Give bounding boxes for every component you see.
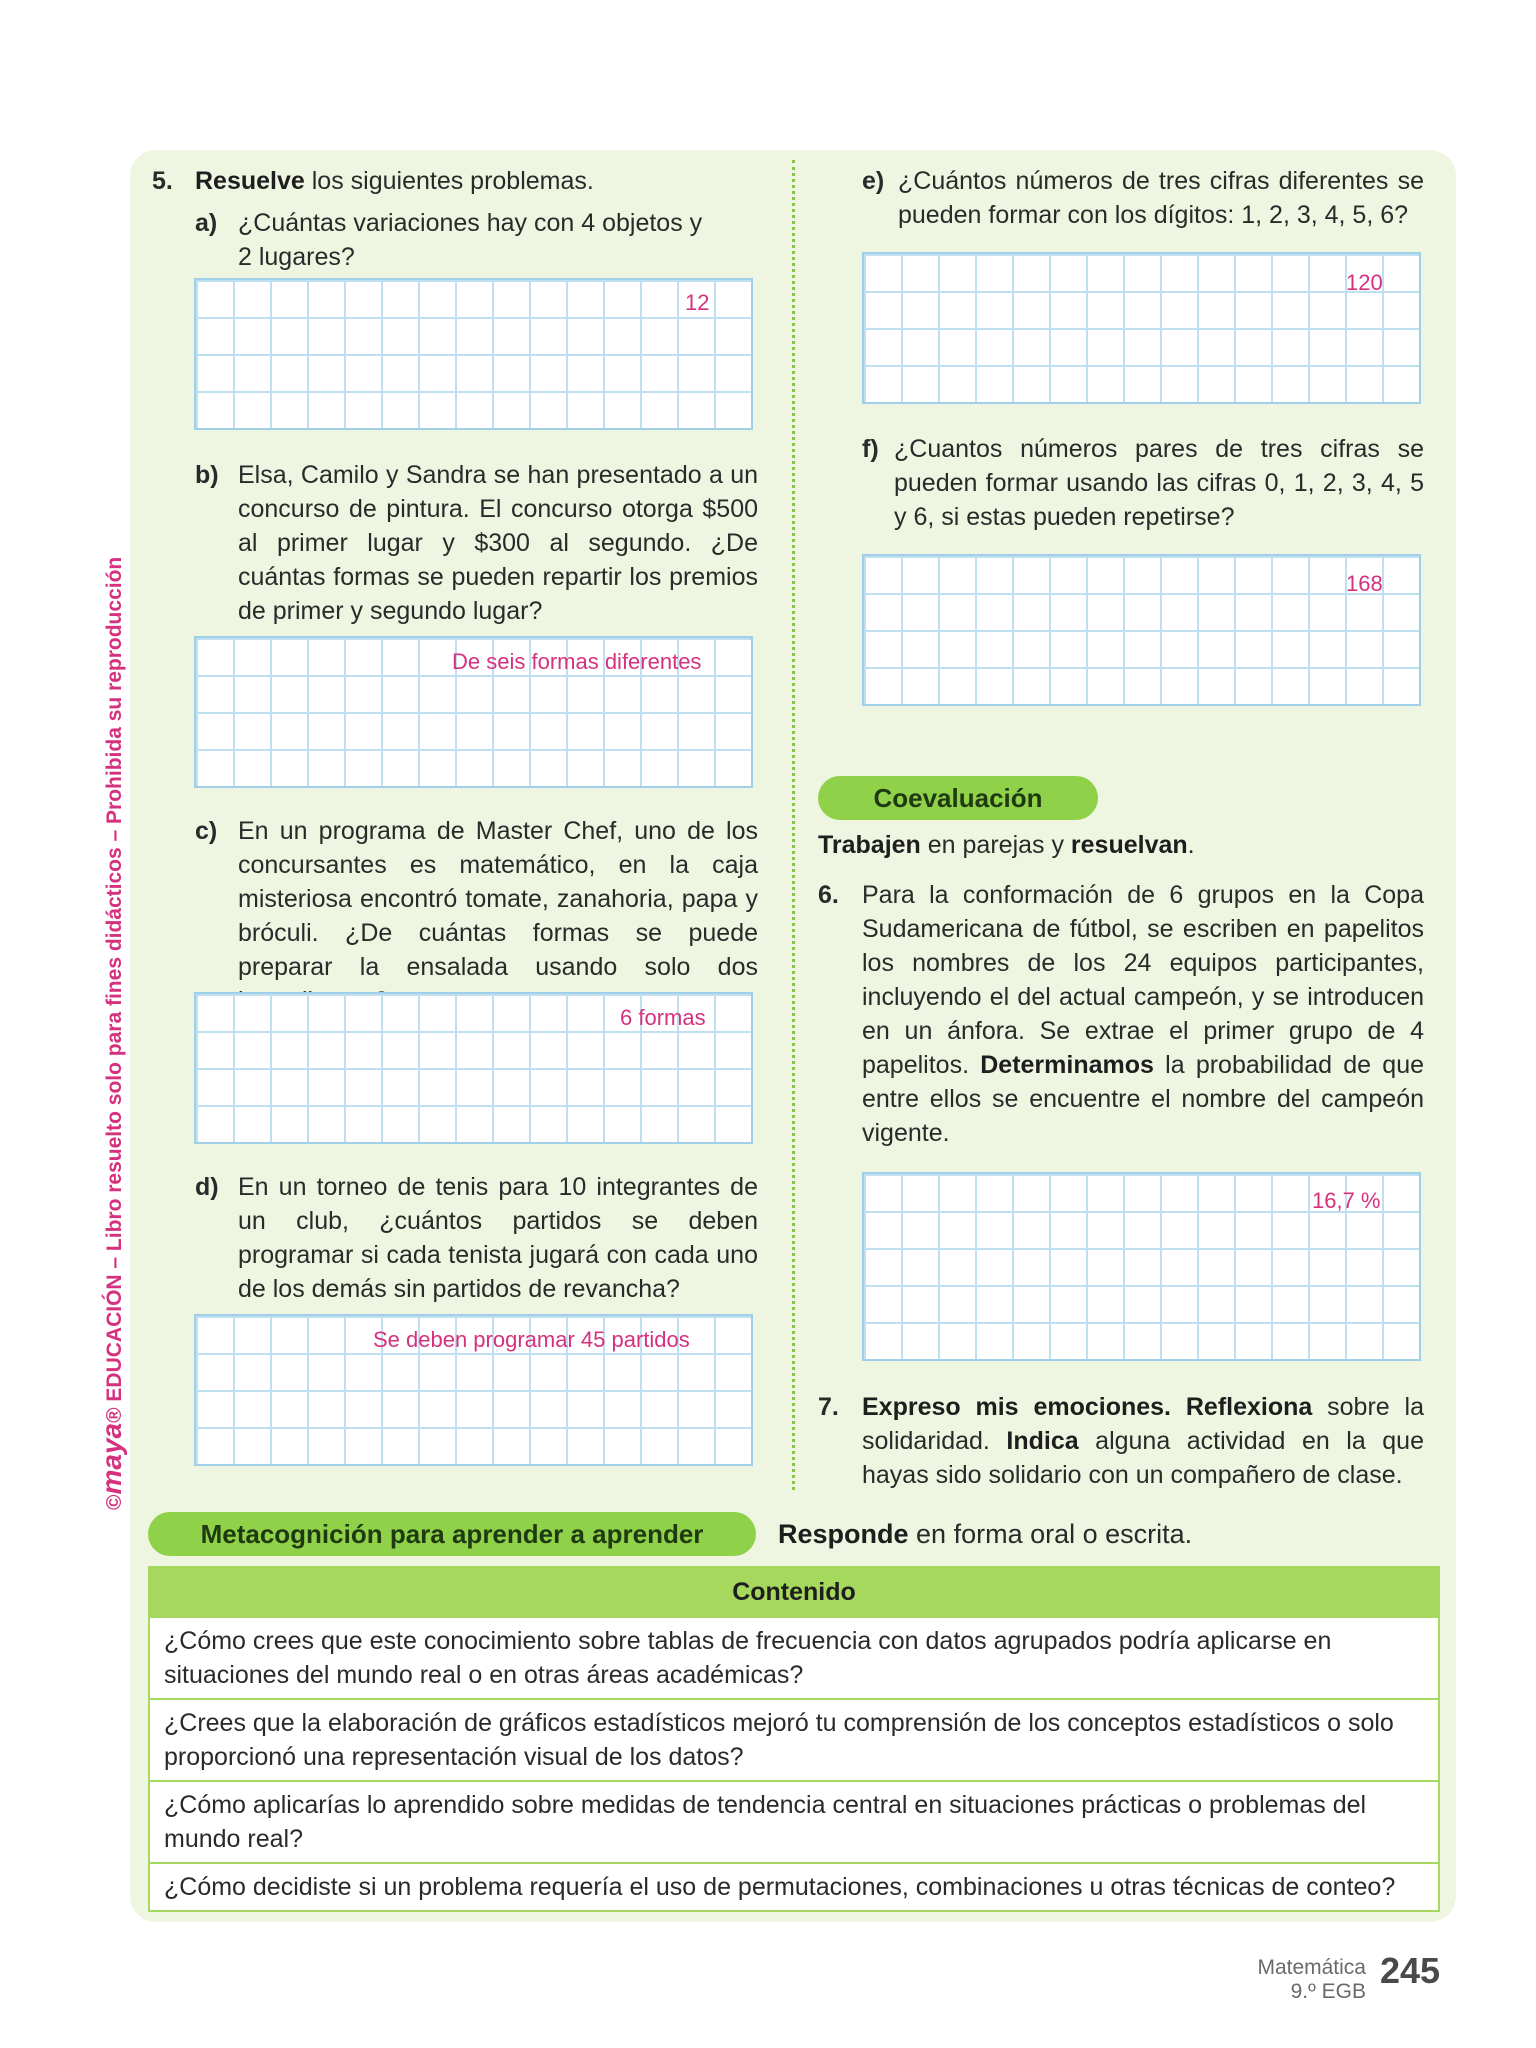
- answer-grid-f[interactable]: [862, 554, 1421, 706]
- metacognicion-instruction: Responde en forma oral o escrita.: [778, 1519, 1193, 1549]
- answer-f: 168: [1346, 571, 1383, 596]
- item-label: f): [862, 435, 879, 463]
- question-number: 7.: [818, 1393, 839, 1421]
- answer-grid-e[interactable]: [862, 252, 1421, 404]
- item-label: d): [195, 1173, 219, 1201]
- column-divider: [792, 160, 795, 1490]
- item-d-text: En un torneo de tenis para 10 integrantes de un club, ¿cuántos partidos se deben programar si cada tenista jugará con cada uno de los demás sin partidos de revancha?: [238, 1173, 758, 1303]
- item-label: a): [195, 209, 218, 237]
- coevaluacion-badge: Coevaluación: [818, 776, 1098, 820]
- item-label: c): [195, 817, 218, 845]
- item-c-text: En un programa de Master Chef, uno de los concursantes es matemático, en la caja misteriosa encontró tomate, zanahoria, papa y bróculi. ¿De cuántas formas se puede preparar la ensalada usando solo dos: [238, 817, 758, 981]
- table-row: ¿Crees que la elaboración de gráficos estadísticos mejoró tu comprensión de los conceptos estadísticos o solo proporcionó una representación visual de los datos?: [149, 1699, 1439, 1781]
- table-row: ¿Cómo decidiste si un problema requería el uso de permutaciones, combinaciones u otras técnicas de conteo?: [149, 1863, 1439, 1911]
- metacognition-table: [148, 1566, 1440, 1912]
- copyright-sidebar: [96, 557, 128, 1510]
- question-5-heading: Resuelve los siguientes problemas.: [195, 167, 594, 195]
- copyright-text: ® EDUCACIÓN – Libro resuelto solo para fines didácticos – Prohibida su reproducción: [103, 556, 126, 1423]
- footer-subject: Matemática 9.º EGB: [1257, 1956, 1366, 2003]
- answer-d: Se deben programar 45 partidos: [373, 1327, 690, 1352]
- answer-6: 16,7 %: [1312, 1188, 1381, 1213]
- item-b-text: Elsa, Camilo y Sandra se han presentado a un concurso de pintura. El concurso otorga $500 al primer lugar y $300 al segundo. ¿De cuántas formas se pueden repartir los premios de primer y segundo lugar?: [238, 461, 758, 625]
- metacognicion-badge: Metacognición para aprender a aprender: [148, 1512, 756, 1556]
- table-header: Contenido: [149, 1567, 1439, 1617]
- question-6-text: Para la conformación de 6 grupos en la Copa Sudamericana de fútbol, se escriben en papelitos los nombres de los 24 equipos participantes, incluyendo el del actual campeón, y se introducen en un ánfora. Se extrae el primer grupo de 4 papelitos. Determinamos la probabilidad de que entre ellos se encuentre el nombre del campeón vigente.: [862, 881, 1425, 1147]
- item-label: b): [195, 461, 219, 489]
- item-f-text: ¿Cuantos números pares de tres cifras se pueden formar usando las cifras 0, 1, 2, 3, 4, 5 y 6, si estas pueden repetirse?: [894, 435, 1424, 531]
- question-number: 5.: [152, 167, 173, 195]
- question-7-text: Expreso mis emociones. Reflexiona sobre la solidaridad. Indica alguna actividad en la que hayas sido solidario con un compañero de clase.: [862, 1393, 1424, 1489]
- answer-c: 6 formas: [620, 1005, 706, 1030]
- copyright-symbol: ©: [103, 1494, 126, 1510]
- table-row: ¿Cómo aplicarías lo aprendido sobre medidas de tendencia central en situaciones prácticas o problemas del mundo real?: [149, 1781, 1439, 1863]
- answer-b: De seis formas diferentes: [452, 649, 702, 674]
- item-a-text: ¿Cuántas variaciones hay con 4 objetos y 2 lugares?: [238, 209, 703, 271]
- item-label: e): [862, 167, 885, 195]
- answer-grid-a[interactable]: [194, 278, 753, 430]
- page-number: 245: [1380, 1950, 1441, 1991]
- item-e-text: ¿Cuántos números de tres cifras diferentes se pueden formar con los dígitos: 1, 2, 3, 4, 5, 6?: [898, 167, 1424, 229]
- answer-e: 120: [1346, 270, 1383, 295]
- brand-logo: maya: [96, 1422, 127, 1495]
- table-row: ¿Cómo crees que este conocimiento sobre tablas de frecuencia con datos agrupados podría aplicarse en situaciones del mundo real o en otras áreas académicas?: [149, 1617, 1439, 1699]
- coevaluacion-instruction: Trabajen en parejas y resuelvan.: [818, 831, 1195, 859]
- question-number: 6.: [818, 881, 839, 909]
- answer-a: 12: [685, 290, 710, 315]
